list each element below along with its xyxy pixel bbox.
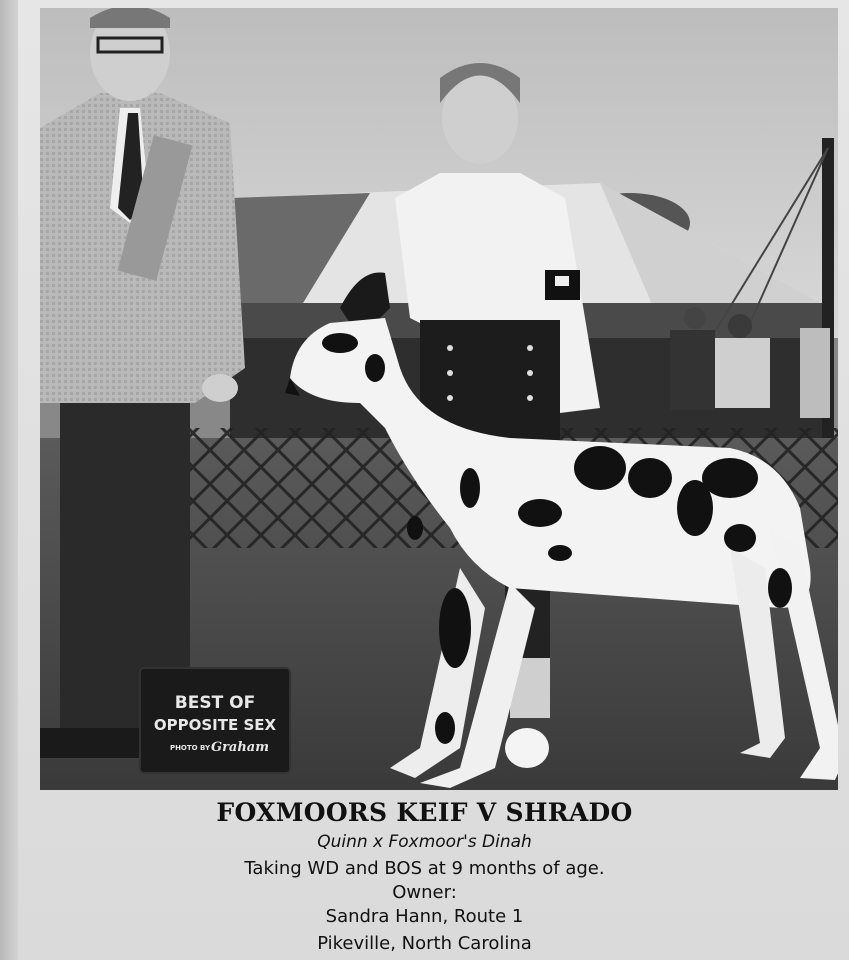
show-photograph	[40, 8, 838, 790]
owner-address: Sandra Hann, Route 1	[325, 906, 524, 927]
award-sign	[140, 668, 290, 773]
photo-scene	[40, 8, 838, 790]
sign-credit-prefix: PHOTO BY	[169, 744, 211, 752]
sign-line-2: OPPOSITE SEX	[153, 716, 277, 734]
dog-parentage: Quinn x Foxmoor's Dinah	[317, 832, 532, 852]
dog-name-title: FOXMOORS KEIF V SHRADO	[216, 798, 633, 827]
sign-line-1: BEST OF	[174, 693, 256, 713]
award-description: Taking WD and BOS at 9 months of age.	[244, 858, 605, 879]
owner-city: Pikeville, North Carolina	[317, 933, 532, 954]
sign-credit-name: Graham	[210, 740, 270, 755]
owner-label: Owner:	[392, 882, 457, 903]
